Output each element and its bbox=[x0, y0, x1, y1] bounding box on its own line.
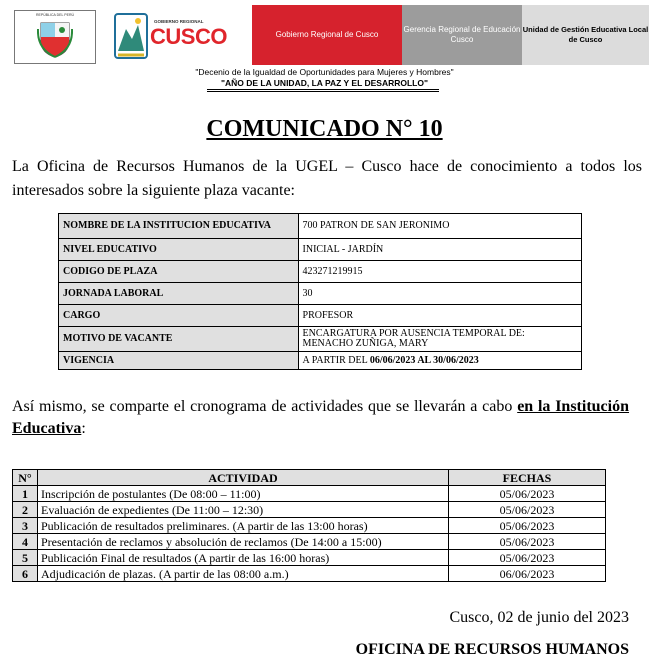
header-box-gobierno: Gobierno Regional de Cusco bbox=[252, 5, 402, 65]
vacancy-value: 700 PATRON DE SAN JERONIMO bbox=[298, 214, 581, 239]
place-and-date: Cusco, 02 de junio del 2023 bbox=[449, 609, 629, 626]
table-row bbox=[59, 214, 582, 239]
divider bbox=[207, 89, 439, 90]
table-row bbox=[59, 283, 582, 305]
column-header: N° bbox=[13, 470, 38, 486]
vacancy-value: A PARTIR DEL 06/06/2023 AL 30/06/2023 bbox=[298, 352, 581, 370]
header-box-ugel: Unidad de Gestión Educativa Local de Cusco bbox=[522, 5, 649, 65]
header-box-gerencia: Gerencia Regional de Educación Cusco bbox=[402, 5, 522, 65]
vacancy-value: PROFESOR bbox=[298, 305, 581, 327]
table-row bbox=[59, 352, 582, 370]
intro-paragraph: La Oficina de Recursos Humanos de la UGEL – Cusco hace de conocimiento a todos los interesados sobre la siguiente plaza vacante: bbox=[12, 158, 642, 199]
vacancy-label: CODIGO DE PLAZA bbox=[59, 261, 299, 283]
year-motto: "AÑO DE LA UNIDAD, LA PAZ Y EL DESARROLLO" bbox=[220, 78, 429, 88]
vacancy-label: MOTIVO DE VACANTE bbox=[59, 327, 299, 352]
table-row: 1 Inscripción de postulantes (De 08:00 – 11:00) 05/06/2023 bbox=[13, 486, 606, 502]
table-row: 4 Presentación de reclamos y absolución de reclamos (De 14:00 a 15:00) 05/06/2023 bbox=[13, 534, 606, 550]
page-title: COMUNICADO N° 10 bbox=[206, 116, 443, 142]
divider bbox=[207, 91, 439, 92]
peru-coat-of-arms-logo: REPÚBLICA DEL PERÚ bbox=[14, 10, 96, 64]
mountain-emblem-icon bbox=[114, 13, 148, 59]
column-header: FECHAS bbox=[449, 470, 606, 486]
column-header: ACTIVIDAD bbox=[38, 470, 449, 486]
table-row bbox=[59, 261, 582, 283]
schedule-table bbox=[12, 469, 606, 582]
gobierno-regional-cusco-logo: GOBIERNO REGIONAL CUSCO bbox=[110, 10, 250, 62]
table-row: 6 Adjudicación de plazas. (A partir de las 08:00 a.m.) 06/06/2023 bbox=[13, 566, 606, 582]
shield-icon bbox=[37, 19, 73, 59]
vacancy-label: CARGO bbox=[59, 305, 299, 327]
vacancy-label: VIGENCIA bbox=[59, 352, 299, 370]
decenio-text: "Decenio de la Igualdad de Oportunidades para Mujeres y Hombres" bbox=[195, 67, 454, 77]
table-row: 3 Publicación de resultados preliminares. (A partir de las 13:00 horas) 05/06/2023 bbox=[13, 518, 606, 534]
vacancy-label: NIVEL EDUCATIVO bbox=[59, 239, 299, 261]
vacancy-value: ENCARGATURA POR AUSENCIA TEMPORAL DE: MENACHO ZUÑIGA, MARY bbox=[298, 327, 581, 352]
vacancy-label: JORNADA LABORAL bbox=[59, 283, 299, 305]
table-row bbox=[59, 239, 582, 261]
letterhead bbox=[0, 0, 649, 66]
vacancy-value: 30 bbox=[298, 283, 581, 305]
vacancy-value: INICIAL - JARDÍN bbox=[298, 239, 581, 261]
schedule-intro-paragraph: Así mismo, se comparte el cronograma de actividades que se llevarán a cabo en la Institución Educativa: bbox=[12, 398, 630, 437]
vacancy-table bbox=[58, 213, 582, 370]
table-header-row bbox=[13, 470, 606, 486]
table-row bbox=[59, 327, 582, 352]
vacancy-value: 423271219915 bbox=[298, 261, 581, 283]
table-row: 2 Evaluación de expedientes (De 11:00 – 12:30) 05/06/2023 bbox=[13, 502, 606, 518]
table-row: 5 Publicación Final de resultados (A partir de las 16:00 horas) 05/06/2023 bbox=[13, 550, 606, 566]
table-row bbox=[59, 305, 582, 327]
vacancy-label: NOMBRE DE LA INSTITUCION EDUCATIVA bbox=[59, 214, 299, 239]
signing-office: OFICINA DE RECURSOS HUMANOS bbox=[355, 641, 629, 658]
